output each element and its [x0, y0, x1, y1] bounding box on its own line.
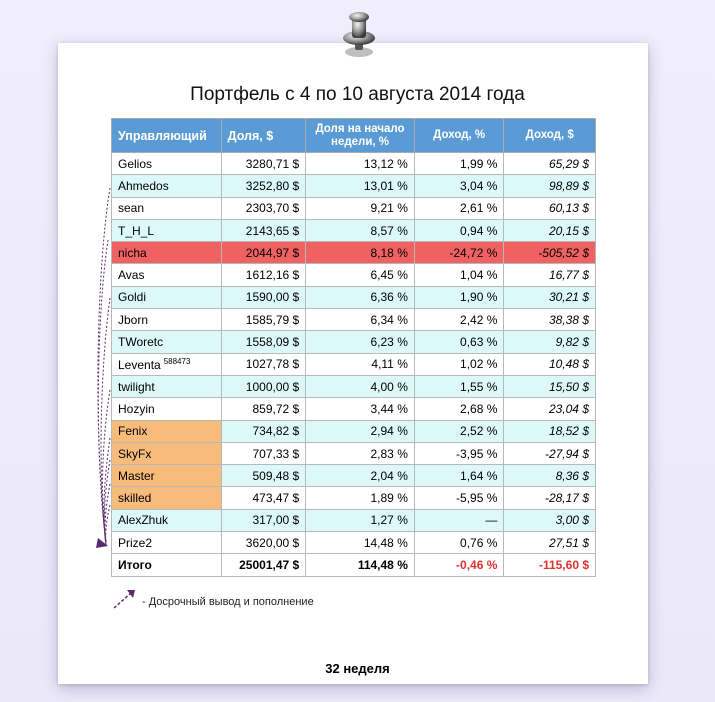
income-pct-cell: 1,02 %: [414, 353, 504, 375]
share-pct-cell: 6,34 %: [306, 309, 415, 331]
total-share-pct: 114,48 %: [306, 554, 415, 576]
table-row: [112, 309, 596, 331]
share-cell: 2303,70 $: [221, 197, 306, 219]
share-pct-cell: 2,04 %: [306, 465, 415, 487]
share-cell: 2044,97 $: [221, 242, 306, 264]
manager-name: skilled: [112, 487, 222, 509]
income-pct-cell: -3,95 %: [414, 442, 504, 464]
income-pct-cell: —: [414, 509, 504, 531]
total-share: 25001,47 $: [221, 554, 306, 576]
manager-name: Fenix: [112, 420, 222, 442]
income-pct-cell: 1,55 %: [414, 375, 504, 397]
share-pct-cell: 2,83 %: [306, 442, 415, 464]
income-pct-cell: 2,52 %: [414, 420, 504, 442]
income-pct-cell: 0,63 %: [414, 331, 504, 353]
manager-account-number: 588473: [163, 356, 191, 366]
income-usd-cell: 23,04 $: [504, 398, 596, 420]
total-income-pct: -0,46 %: [414, 554, 504, 576]
share-pct-cell: 6,36 %: [306, 286, 415, 308]
income-pct-cell: -24,72 %: [414, 242, 504, 264]
table-row: [112, 286, 596, 308]
table-row: [112, 353, 596, 375]
total-income-usd: -115,60 $: [504, 554, 596, 576]
income-usd-cell: 15,50 $: [504, 375, 596, 397]
manager-name: Hozyin: [112, 398, 222, 420]
portfolio-table: [111, 118, 596, 577]
share-pct-cell: 6,45 %: [306, 264, 415, 286]
table-row: [112, 175, 596, 197]
manager-name: SkyFx: [112, 442, 222, 464]
share-cell: 859,72 $: [221, 398, 306, 420]
income-usd-cell: 38,38 $: [504, 309, 596, 331]
manager-name: nicha: [112, 242, 222, 264]
manager-name: [112, 353, 222, 375]
income-usd-cell: 18,52 $: [504, 420, 596, 442]
legend-text: - Досрочный вывод и пополнение: [142, 596, 314, 608]
share-pct-cell: 1,27 %: [306, 509, 415, 531]
income-usd-cell: 20,15 $: [504, 219, 596, 241]
share-cell: 707,33 $: [221, 442, 306, 464]
income-pct-cell: 3,04 %: [414, 175, 504, 197]
manager-name: Gelios: [112, 153, 222, 175]
share-pct-cell: 9,21 %: [306, 197, 415, 219]
income-usd-cell: -28,17 $: [504, 487, 596, 509]
share-pct-cell: 13,01 %: [306, 175, 415, 197]
header-share-pct: Доля на начало недели, %: [306, 119, 415, 153]
income-pct-cell: 1,90 %: [414, 286, 504, 308]
manager-name: Ahmedos: [112, 175, 222, 197]
header-income-pct: Доход, %: [414, 119, 504, 153]
week-label: 32 неделя: [325, 661, 390, 676]
income-usd-cell: 16,77 $: [504, 264, 596, 286]
income-usd-cell: 8,36 $: [504, 465, 596, 487]
share-cell: 734,82 $: [221, 420, 306, 442]
share-cell: 1000,00 $: [221, 375, 306, 397]
dashed-arrow-icon: [112, 588, 138, 610]
manager-name-text: Leventa: [118, 357, 161, 372]
pushpin-icon: [337, 8, 381, 62]
share-pct-cell: 4,00 %: [306, 375, 415, 397]
share-cell: 3280,71 $: [221, 153, 306, 175]
share-pct-cell: 8,18 %: [306, 242, 415, 264]
income-usd-cell: 9,82 $: [504, 331, 596, 353]
manager-name: Master: [112, 465, 222, 487]
income-usd-cell: 65,29 $: [504, 153, 596, 175]
income-usd-cell: 3,00 $: [504, 509, 596, 531]
income-pct-cell: -5,95 %: [414, 487, 504, 509]
share-pct-cell: 6,23 %: [306, 331, 415, 353]
manager-name: TWoretc: [112, 331, 222, 353]
income-usd-cell: -505,52 $: [504, 242, 596, 264]
manager-name: Jborn: [112, 309, 222, 331]
table-row: [112, 420, 596, 442]
share-pct-cell: 1,89 %: [306, 487, 415, 509]
income-pct-cell: 2,68 %: [414, 398, 504, 420]
share-pct-cell: 14,48 %: [306, 532, 415, 554]
table-row: [112, 398, 596, 420]
page-title: Портфель с 4 по 10 августа 2014 года: [190, 84, 525, 105]
share-cell: 1558,09 $: [221, 331, 306, 353]
table-row: [112, 532, 596, 554]
table-row: [112, 197, 596, 219]
header-share: Доля, $: [221, 119, 306, 153]
income-pct-cell: 0,94 %: [414, 219, 504, 241]
income-pct-cell: 1,99 %: [414, 153, 504, 175]
table-row-highlighted: [112, 242, 596, 264]
table-header-row: [112, 119, 596, 153]
table-row: [112, 331, 596, 353]
income-usd-cell: -27,94 $: [504, 442, 596, 464]
table-row: [112, 219, 596, 241]
total-label: Итого: [112, 554, 222, 576]
share-cell: 509,48 $: [221, 465, 306, 487]
share-cell: 3620,00 $: [221, 532, 306, 554]
table-row: [112, 153, 596, 175]
share-cell: 3252,80 $: [221, 175, 306, 197]
manager-name: sean: [112, 197, 222, 219]
income-usd-cell: 27,51 $: [504, 532, 596, 554]
income-pct-cell: 2,42 %: [414, 309, 504, 331]
table-row: [112, 442, 596, 464]
table-row: [112, 375, 596, 397]
table-row: [112, 264, 596, 286]
manager-name: Avas: [112, 264, 222, 286]
manager-name: AlexZhuk: [112, 509, 222, 531]
manager-name: twilight: [112, 375, 222, 397]
income-pct-cell: 1,64 %: [414, 465, 504, 487]
manager-name: Goldi: [112, 286, 222, 308]
income-pct-cell: 0,76 %: [414, 532, 504, 554]
share-cell: 1585,79 $: [221, 309, 306, 331]
income-usd-cell: 98,89 $: [504, 175, 596, 197]
share-cell: 1027,78 $: [221, 353, 306, 375]
share-pct-cell: 13,12 %: [306, 153, 415, 175]
income-usd-cell: 30,21 $: [504, 286, 596, 308]
share-pct-cell: 2,94 %: [306, 420, 415, 442]
table-total-row: [112, 554, 596, 576]
manager-name: T_H_L: [112, 219, 222, 241]
share-cell: 473,47 $: [221, 487, 306, 509]
income-usd-cell: 10,48 $: [504, 353, 596, 375]
header-manager: Управляющий: [112, 119, 222, 153]
table-row: [112, 465, 596, 487]
income-pct-cell: 1,04 %: [414, 264, 504, 286]
share-pct-cell: 3,44 %: [306, 398, 415, 420]
share-pct-cell: 8,57 %: [306, 219, 415, 241]
share-cell: 2143,65 $: [221, 219, 306, 241]
income-usd-cell: 60,13 $: [504, 197, 596, 219]
header-income-usd: Доход, $: [504, 119, 596, 153]
share-pct-cell: 4,11 %: [306, 353, 415, 375]
table-row: [112, 487, 596, 509]
table-row: [112, 509, 596, 531]
share-cell: 317,00 $: [221, 509, 306, 531]
income-pct-cell: 2,61 %: [414, 197, 504, 219]
share-cell: 1612,16 $: [221, 264, 306, 286]
share-cell: 1590,00 $: [221, 286, 306, 308]
manager-name: Prize2: [112, 532, 222, 554]
